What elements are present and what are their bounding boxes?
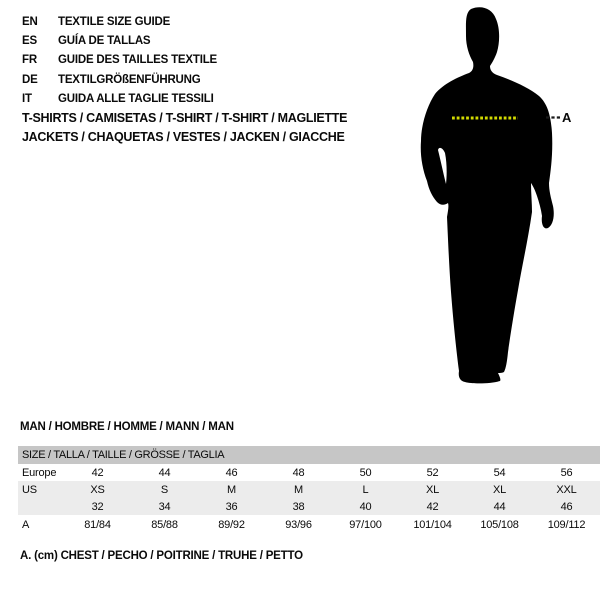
size-cell: XXL bbox=[556, 483, 577, 496]
language-code: EN bbox=[22, 15, 38, 28]
language-title: GUIDE DES TAILLES TEXTILE bbox=[58, 54, 217, 67]
language-title: TEXTILE SIZE GUIDE bbox=[58, 15, 171, 28]
size-cell: 54 bbox=[493, 466, 506, 479]
size-cell: 38 bbox=[292, 500, 305, 513]
size-cell: M bbox=[227, 483, 236, 496]
size-cell: 36 bbox=[225, 500, 238, 513]
language-title: GUÍA DE TALLAS bbox=[58, 34, 151, 47]
size-cell: 97/100 bbox=[349, 518, 382, 531]
size-cell: 46 bbox=[560, 500, 573, 513]
table-row-uk bbox=[18, 498, 600, 515]
size-cell: 50 bbox=[359, 466, 372, 479]
size-cell: 93/96 bbox=[285, 518, 312, 531]
language-code: DE bbox=[22, 73, 38, 86]
category-tshirts: T-SHIRTS / CAMISETAS / T-SHIRT / T-SHIRT / MAGLIETTE bbox=[22, 110, 348, 125]
size-cell: 44 bbox=[493, 500, 506, 513]
size-cell: 42 bbox=[426, 500, 439, 513]
row-label: A bbox=[22, 518, 30, 531]
size-cell: 52 bbox=[426, 466, 439, 479]
table-row-chest-cm bbox=[18, 515, 600, 534]
size-cell: 46 bbox=[225, 466, 238, 479]
row-label: Europe bbox=[22, 466, 57, 479]
size-cell: 42 bbox=[91, 466, 104, 479]
language-code: ES bbox=[22, 34, 37, 47]
man-silhouette-shape bbox=[421, 7, 554, 383]
size-cell: L bbox=[362, 483, 369, 496]
size-cell: 109/112 bbox=[547, 518, 586, 531]
size-cell: 81/84 bbox=[84, 518, 111, 531]
size-cell: XL bbox=[425, 483, 440, 496]
language-code: FR bbox=[22, 54, 37, 67]
language-code: IT bbox=[22, 92, 32, 105]
size-table bbox=[18, 446, 600, 534]
size-cell: XS bbox=[90, 483, 105, 496]
size-cell: M bbox=[294, 483, 303, 496]
language-title: GUIDA ALLE TAGLIE TESSILI bbox=[58, 92, 214, 105]
size-cell: S bbox=[160, 483, 169, 496]
size-table-header: SIZE / TALLA / TAILLE / GRÖSSE / TAGLIA bbox=[18, 446, 600, 464]
size-cell: 89/92 bbox=[218, 518, 245, 531]
row-label: US bbox=[22, 483, 37, 496]
size-cell: 40 bbox=[359, 500, 372, 513]
size-cell: 34 bbox=[158, 500, 171, 513]
size-cell: 44 bbox=[158, 466, 171, 479]
size-cell: 56 bbox=[560, 466, 573, 479]
category-jackets: JACKETS / CHAQUETAS / VESTES / JACKEN / GIACCHE bbox=[22, 130, 345, 145]
size-cell: 101/104 bbox=[413, 518, 452, 531]
size-cell: 105/108 bbox=[480, 518, 519, 531]
size-cell: XL bbox=[492, 483, 507, 496]
table-row-us bbox=[18, 481, 600, 498]
size-cell: 32 bbox=[91, 500, 104, 513]
size-cell: 85/88 bbox=[151, 518, 178, 531]
section-title-man: MAN / HOMBRE / HOMME / MANN / MAN bbox=[20, 421, 234, 433]
measure-footnote: A. (cm) CHEST / PECHO / POITRINE / TRUHE / PETTO bbox=[20, 550, 303, 562]
language-title: TEXTILGRÖßENFÜHRUNG bbox=[58, 73, 201, 86]
size-cell: 48 bbox=[292, 466, 305, 479]
table-row-europe bbox=[18, 464, 600, 481]
measure-label-a: A bbox=[562, 110, 572, 125]
